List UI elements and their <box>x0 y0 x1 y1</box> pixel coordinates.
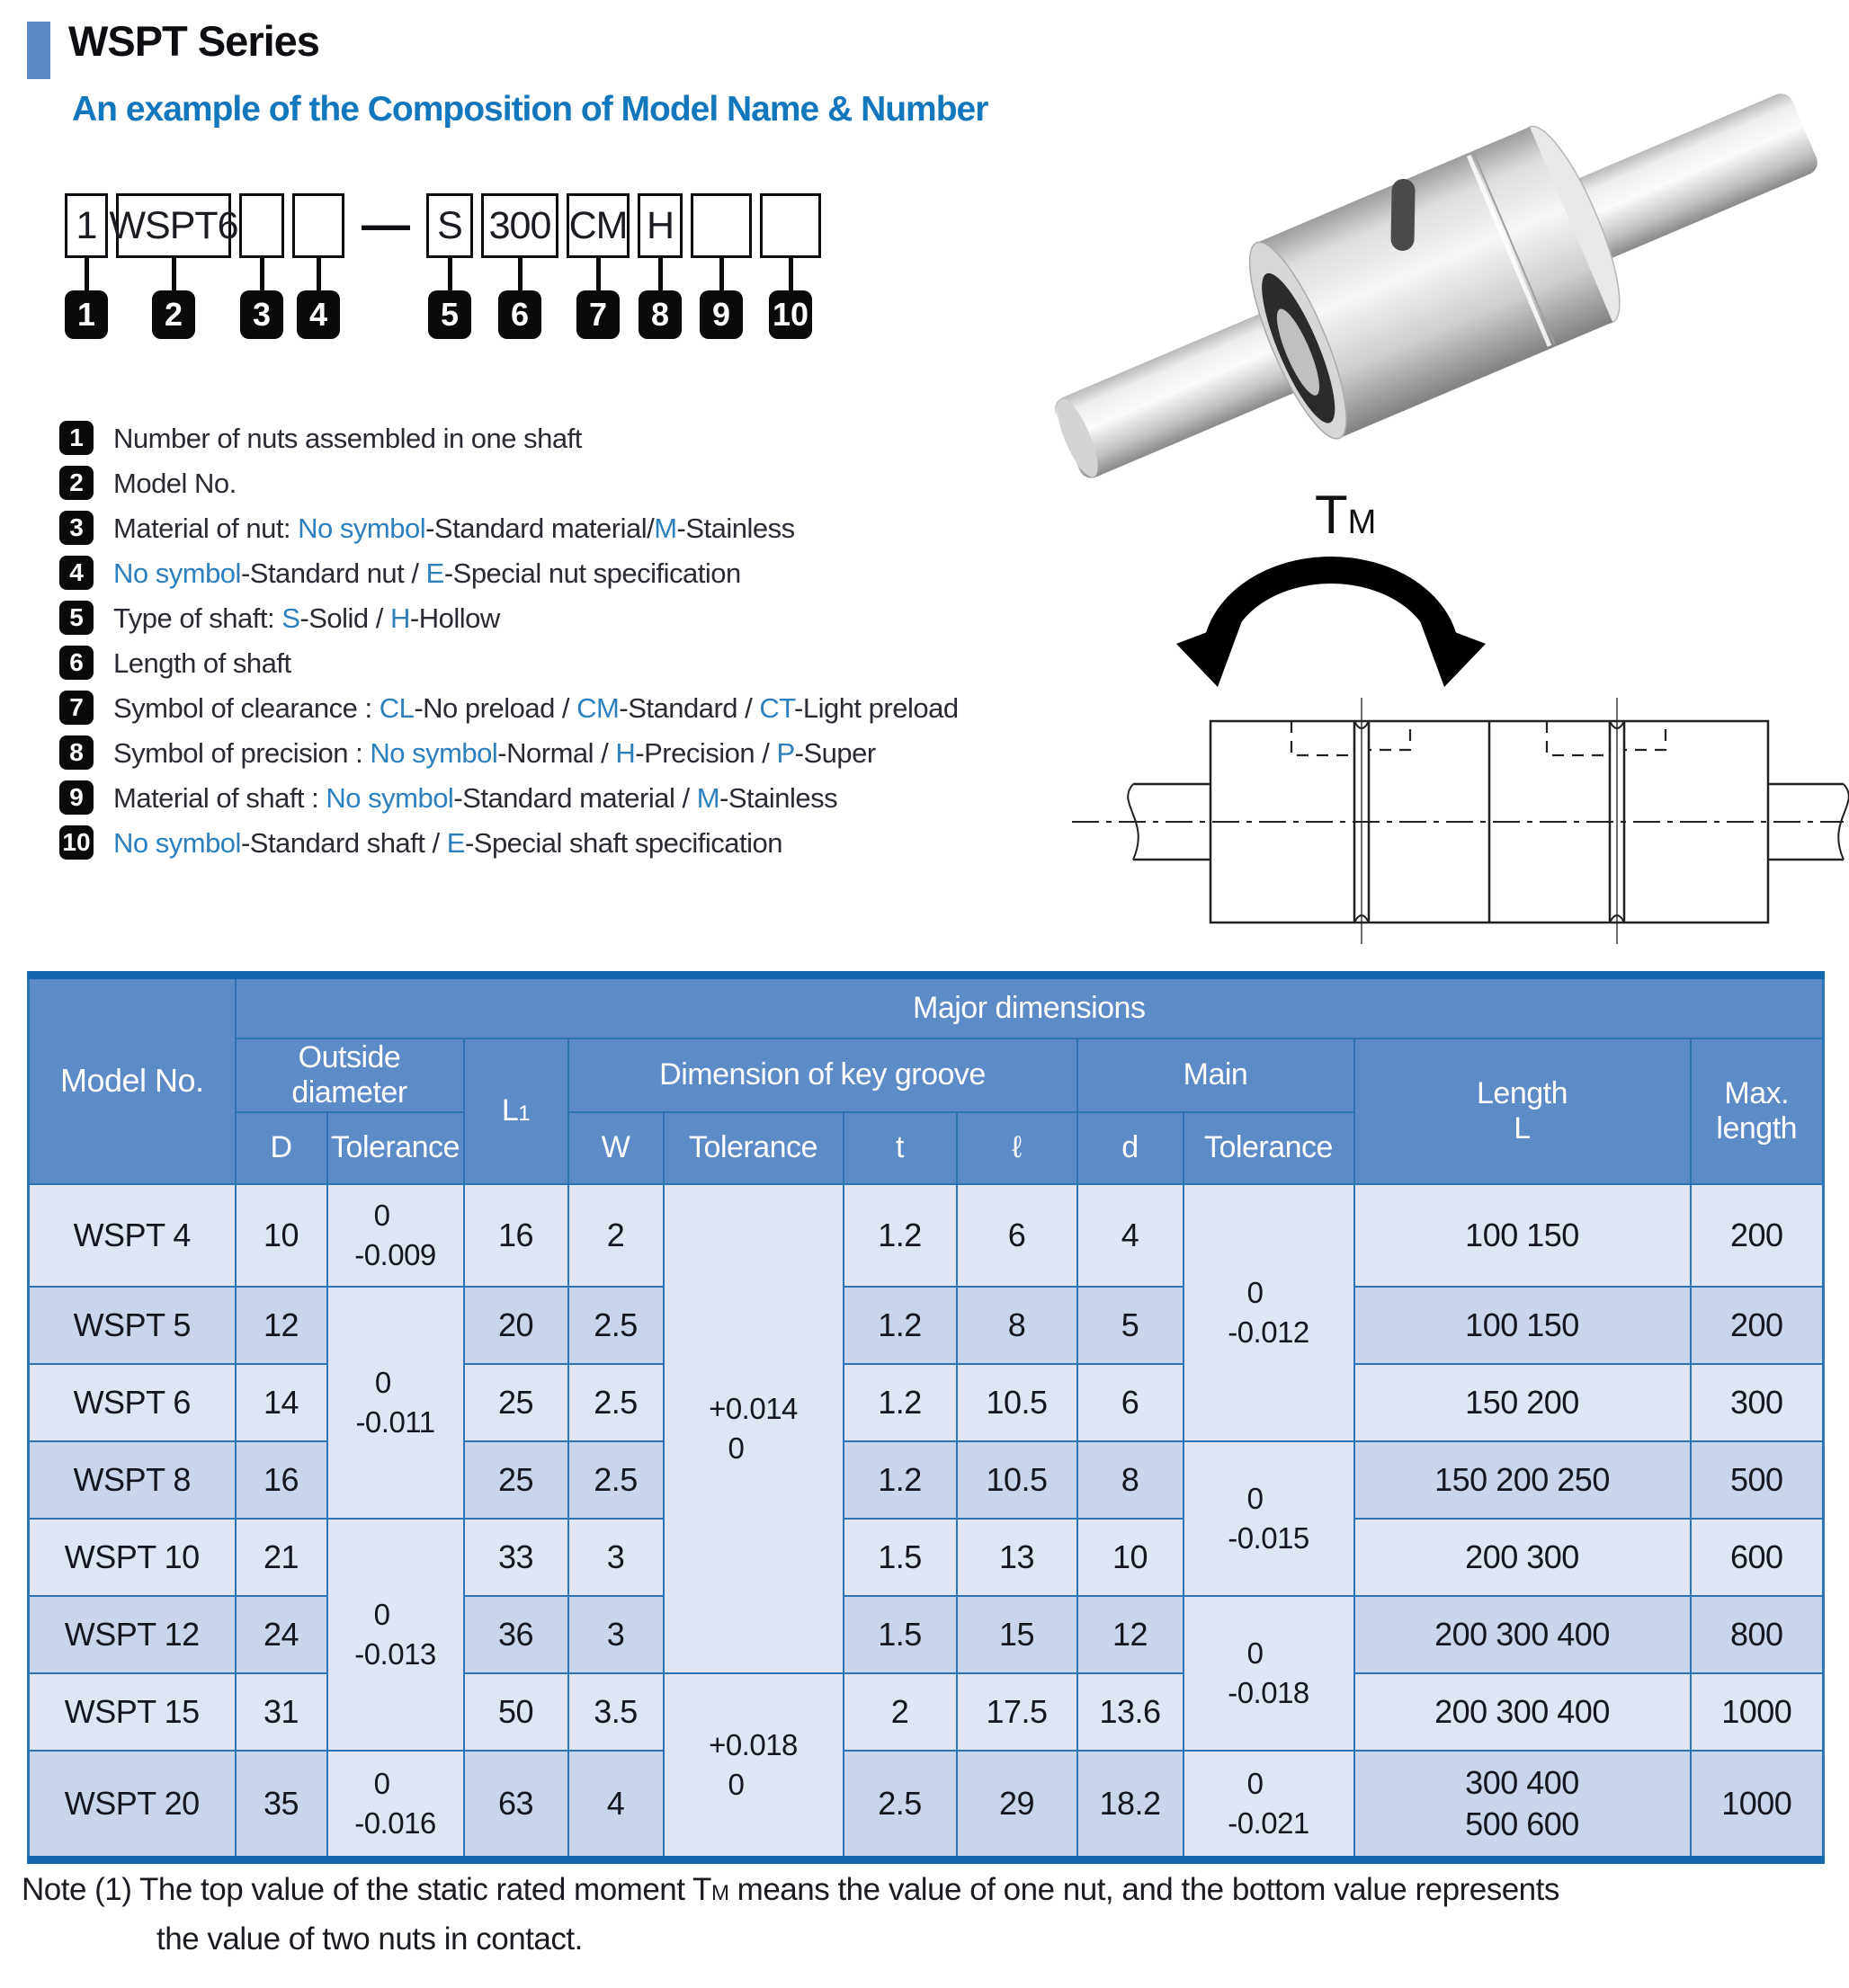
code-box: S <box>426 193 473 258</box>
cell-d: 10 <box>1077 1519 1184 1596</box>
cell-length: 300 400 500 600 <box>1354 1751 1691 1860</box>
ball-spline-render <box>1025 70 1849 493</box>
table-row <box>29 1441 1824 1519</box>
cell-model: WSPT 12 <box>29 1596 236 1673</box>
footnote-line-1: Note (1) The top value of the static rated moment TM means the value of one nut, and the bottom value represents <box>22 1872 1559 1907</box>
cell-max-length: 1000 <box>1691 1751 1824 1860</box>
legend-badge: 9 <box>59 780 94 815</box>
legend-text: Type of shaft: S-Solid / H-Hollow <box>113 602 500 634</box>
legend-text: Model No. <box>113 468 237 499</box>
cell-t: 1.5 <box>844 1596 957 1673</box>
cell-length: 200 300 <box>1354 1519 1691 1596</box>
cell-length: 100 150 <box>1354 1287 1691 1364</box>
cell-max-length: 800 <box>1691 1596 1824 1673</box>
cell-L1: 25 <box>464 1441 568 1519</box>
connector-line <box>317 258 321 290</box>
cell-D-tolerance: 0 -0.011 <box>327 1287 464 1519</box>
legend-text: No symbol-Standard nut / E-Special nut specification <box>113 557 741 589</box>
table-row <box>29 1287 1824 1364</box>
legend-text: Material of shaft : No symbol-Standard material / M-Stainless <box>113 782 838 814</box>
cell-d: 8 <box>1077 1441 1184 1519</box>
cell-max-length: 500 <box>1691 1441 1824 1519</box>
position-badge: 3 <box>240 290 283 339</box>
code-box <box>691 193 752 258</box>
cell-W: 4 <box>568 1751 664 1860</box>
col-header-model: Model No. <box>29 976 236 1184</box>
legend-badge: 4 <box>59 556 94 590</box>
cell-model: WSPT 8 <box>29 1441 236 1519</box>
col-header-max-length: Max. length <box>1691 1039 1824 1184</box>
cell-L1: 36 <box>464 1596 568 1673</box>
cell-max-length: 300 <box>1691 1364 1824 1441</box>
page-title: WSPT Series <box>68 17 319 65</box>
table-row <box>29 1751 1824 1860</box>
cell-ell: 13 <box>957 1519 1077 1596</box>
code-slot-10 <box>760 193 821 339</box>
torque-label: TM <box>1315 485 1377 545</box>
cell-D: 35 <box>236 1751 327 1860</box>
cell-D: 10 <box>236 1184 327 1287</box>
connector-line <box>85 258 89 290</box>
code-slot-5 <box>426 193 473 339</box>
legend-text: Length of shaft <box>113 647 291 679</box>
cell-D: 24 <box>236 1596 327 1673</box>
legend-item <box>59 824 959 869</box>
cell-t: 1.2 <box>844 1184 957 1287</box>
cell-t: 1.2 <box>844 1287 957 1364</box>
cell-W-tolerance: +0.014 0 <box>664 1184 844 1673</box>
col-header-main: Main <box>1077 1039 1354 1112</box>
col-header-tolerance: Tolerance <box>327 1112 464 1184</box>
accent-bar <box>27 22 50 79</box>
code-slot-3 <box>239 193 284 339</box>
cell-t: 1.2 <box>844 1441 957 1519</box>
position-badge: 1 <box>65 290 108 339</box>
legend-item <box>59 779 959 824</box>
col-header-t: t <box>844 1112 957 1184</box>
cell-d: 5 <box>1077 1287 1184 1364</box>
code-slot-7 <box>567 193 630 339</box>
legend-item <box>59 689 959 734</box>
cell-t: 1.5 <box>844 1519 957 1596</box>
cell-W: 3 <box>568 1519 664 1596</box>
connector-line <box>172 258 176 290</box>
legend-item <box>59 644 959 689</box>
table-row <box>29 1673 1824 1751</box>
cell-model: WSPT 5 <box>29 1287 236 1364</box>
col-header-length: Length L <box>1354 1039 1691 1184</box>
cell-d-tolerance: 0 -0.015 <box>1184 1441 1354 1596</box>
cell-t: 2 <box>844 1673 957 1751</box>
legend-item <box>59 599 959 644</box>
cell-model: WSPT 15 <box>29 1673 236 1751</box>
cell-t: 1.2 <box>844 1364 957 1441</box>
cell-D: 21 <box>236 1519 327 1596</box>
cell-model: WSPT 6 <box>29 1364 236 1441</box>
code-box: 1 <box>65 193 108 258</box>
cell-d: 12 <box>1077 1596 1184 1673</box>
cell-W: 2.5 <box>568 1441 664 1519</box>
cell-max-length: 200 <box>1691 1287 1824 1364</box>
connector-line <box>719 258 724 290</box>
position-badge: 2 <box>152 290 195 339</box>
technical-drawing <box>1067 669 1849 948</box>
legend-text: Material of nut: No symbol-Standard material/M-Stainless <box>113 513 795 544</box>
cell-max-length: 200 <box>1691 1184 1824 1287</box>
cell-max-length: 600 <box>1691 1519 1824 1596</box>
cell-ell: 10.5 <box>957 1364 1077 1441</box>
cell-d: 6 <box>1077 1364 1184 1441</box>
cell-D: 12 <box>236 1287 327 1364</box>
legend-item <box>59 554 959 599</box>
position-badge: 9 <box>700 290 743 339</box>
footnote <box>22 1867 1559 1962</box>
code-slot-4 <box>292 193 344 339</box>
cell-d: 4 <box>1077 1184 1184 1287</box>
position-badge: 8 <box>639 290 682 339</box>
connector-line <box>789 258 793 290</box>
cell-d-tolerance: 0 -0.021 <box>1184 1751 1354 1860</box>
connector-line <box>518 258 523 290</box>
cell-L1: 20 <box>464 1287 568 1364</box>
legend-item <box>59 734 959 779</box>
position-badge: 7 <box>576 290 620 339</box>
cell-d-tolerance: 0 -0.012 <box>1184 1184 1354 1441</box>
cell-D-tolerance: 0 -0.009 <box>327 1184 464 1287</box>
legend-item <box>59 419 959 464</box>
cell-model: WSPT 10 <box>29 1519 236 1596</box>
ball-spline-photo <box>1025 70 1849 493</box>
legend-text: Symbol of clearance : CL-No preload / CM-Standard / CT-Light preload <box>113 692 959 724</box>
cell-ell: 15 <box>957 1596 1077 1673</box>
cell-L1: 50 <box>464 1673 568 1751</box>
cell-W: 2.5 <box>568 1287 664 1364</box>
connector-line <box>596 258 601 290</box>
cell-t: 2.5 <box>844 1751 957 1860</box>
cell-length: 100 150 <box>1354 1184 1691 1287</box>
position-badge: 4 <box>297 290 340 339</box>
legend <box>59 419 959 869</box>
model-code-diagram <box>65 193 829 339</box>
legend-badge: 1 <box>59 421 94 455</box>
legend-badge: 8 <box>59 735 94 770</box>
cell-length: 200 300 400 <box>1354 1596 1691 1673</box>
legend-badge: 10 <box>59 825 94 860</box>
code-slot-8 <box>638 193 683 339</box>
connector-line <box>658 258 663 290</box>
cell-model: WSPT 20 <box>29 1751 236 1860</box>
position-badge: 5 <box>428 290 471 339</box>
cell-length: 150 200 250 <box>1354 1441 1691 1519</box>
legend-badge: 6 <box>59 646 94 680</box>
table-row <box>29 1364 1824 1441</box>
col-header-W: W <box>568 1112 664 1184</box>
page-subtitle: An example of the Composition of Model Name & Number <box>72 90 988 129</box>
cell-length: 150 200 <box>1354 1364 1691 1441</box>
dimensions-table <box>27 971 1825 1864</box>
cell-D: 31 <box>236 1673 327 1751</box>
cell-length: 200 300 400 <box>1354 1673 1691 1751</box>
legend-badge: 5 <box>59 601 94 635</box>
col-header-outside-diameter: Outside diameter <box>236 1039 464 1112</box>
legend-item <box>59 464 959 509</box>
position-badge: 10 <box>769 290 812 339</box>
connector-line <box>448 258 452 290</box>
code-slot-2 <box>109 193 238 339</box>
table-row <box>29 1596 1824 1673</box>
col-header-tolerance: Tolerance <box>1184 1112 1354 1184</box>
col-header-l1: L1 <box>464 1039 568 1184</box>
legend-badge: 2 <box>59 466 94 500</box>
position-badge: 6 <box>498 290 541 339</box>
cell-ell: 29 <box>957 1751 1077 1860</box>
footnote-line-2: the value of two nuts in contact. <box>156 1921 583 1957</box>
col-header-major-dimensions: Major dimensions <box>236 976 1824 1039</box>
cell-D: 16 <box>236 1441 327 1519</box>
cell-d: 13.6 <box>1077 1673 1184 1751</box>
legend-badge: 7 <box>59 691 94 725</box>
col-header-tolerance: Tolerance <box>664 1112 844 1184</box>
cell-L1: 63 <box>464 1751 568 1860</box>
legend-badge: 3 <box>59 511 94 545</box>
code-box <box>239 193 284 258</box>
code-box: WSPT6 <box>116 193 231 258</box>
cell-W: 3.5 <box>568 1673 664 1751</box>
cell-L1: 16 <box>464 1184 568 1287</box>
code-slot-9 <box>691 193 752 339</box>
connector-line <box>260 258 264 290</box>
col-header-d: d <box>1077 1112 1184 1184</box>
cell-d-tolerance: 0 -0.018 <box>1184 1596 1354 1751</box>
cell-ell: 8 <box>957 1287 1077 1364</box>
cell-L1: 25 <box>464 1364 568 1441</box>
cell-model: WSPT 4 <box>29 1184 236 1287</box>
cell-W-tolerance: +0.018 0 <box>664 1673 844 1860</box>
code-box <box>760 193 821 258</box>
code-box: H <box>638 193 683 258</box>
code-box: 300 <box>481 193 558 258</box>
legend-item <box>59 509 959 554</box>
cell-ell: 17.5 <box>957 1673 1077 1751</box>
code-slot-6 <box>481 193 558 339</box>
code-slot-1 <box>65 193 108 339</box>
legend-text: Number of nuts assembled in one shaft <box>113 423 582 454</box>
table-row <box>29 1184 1824 1287</box>
cell-L1: 33 <box>464 1519 568 1596</box>
cell-d: 18.2 <box>1077 1751 1184 1860</box>
col-header-ell: ℓ <box>957 1112 1077 1184</box>
cell-D-tolerance: 0 -0.013 <box>327 1519 464 1751</box>
code-box: CM <box>567 193 630 258</box>
code-separator-dash: — <box>362 198 410 252</box>
cell-D-tolerance: 0 -0.016 <box>327 1751 464 1860</box>
legend-text: Symbol of precision : No symbol-Normal / H-Precision / P-Super <box>113 737 876 769</box>
cell-D: 14 <box>236 1364 327 1441</box>
code-box <box>292 193 344 258</box>
cell-max-length: 1000 <box>1691 1673 1824 1751</box>
col-header-D: D <box>236 1112 327 1184</box>
col-header-key-groove: Dimension of key groove <box>568 1039 1077 1112</box>
cell-W: 2.5 <box>568 1364 664 1441</box>
legend-text: No symbol-Standard shaft / E-Special shaft specification <box>113 827 782 859</box>
cell-W: 3 <box>568 1596 664 1673</box>
table-row <box>29 1519 1824 1596</box>
cell-ell: 6 <box>957 1184 1077 1287</box>
cell-W: 2 <box>568 1184 664 1287</box>
cell-ell: 10.5 <box>957 1441 1077 1519</box>
